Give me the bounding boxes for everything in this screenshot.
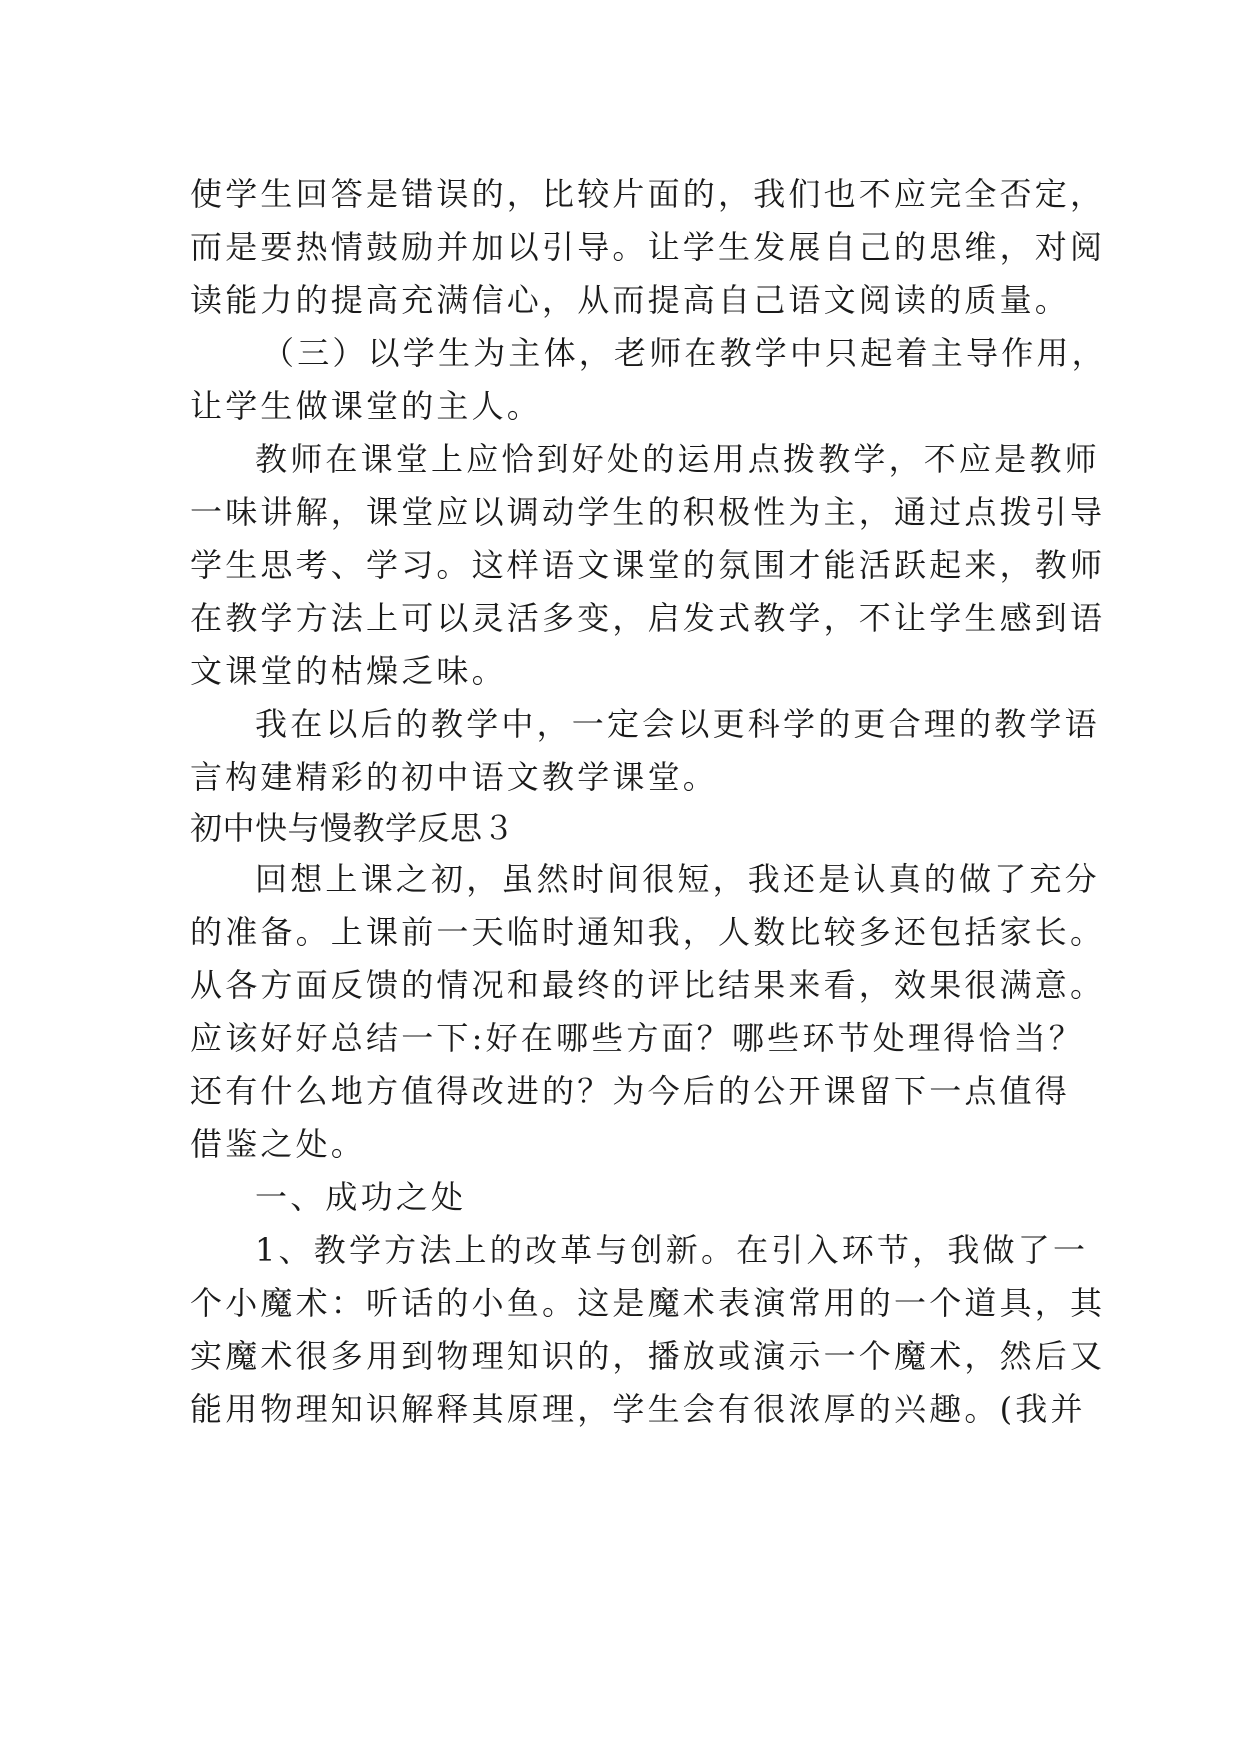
text-line: 回想上课之初，虽然时间很短，我还是认真的做了充分 xyxy=(255,860,1100,898)
text-line: 读能力的提高充满信心，从而提高自己语文阅读的质量。 xyxy=(190,281,1071,319)
text-line: 应该好好总结一下:好在哪些方面？哪些环节处理得恰当？ xyxy=(190,1019,1084,1057)
text-line: 我在以后的教学中，一定会以更科学的更合理的教学语 xyxy=(255,705,1100,743)
article-title: 初中快与慢教学反思３ xyxy=(190,809,516,847)
text-line: 实魔术很多用到物理知识的，播放或演示一个魔术，然后又 xyxy=(190,1337,1106,1375)
text-line: 在教学方法上可以灵活多变，启发式教学，不让学生感到语 xyxy=(190,599,1106,637)
text-line: 而是要热情鼓励并加以引导。让学生发展自己的思维，对阅 xyxy=(190,228,1106,266)
section-heading: （三）以学生为主体，老师在教学中只起着主导作用， xyxy=(262,334,1107,372)
text-line: 1、教学方法上的改革与创新。在引入环节，我做了一 xyxy=(255,1231,1089,1269)
text-line: 学生思考、学习。这样语文课堂的氛围才能活跃起来，教师 xyxy=(190,546,1106,584)
text-line: 使学生回答是错误的，比较片面的，我们也不应完全否定， xyxy=(190,175,1106,213)
text-line: 借鉴之处。 xyxy=(190,1125,367,1163)
text-line: 让学生做课堂的主人。 xyxy=(190,387,543,425)
text-line: 文课堂的枯燥乏味。 xyxy=(190,652,507,690)
text-line: 从各方面反馈的情况和最终的评比结果来看，效果很满意。 xyxy=(190,966,1106,1004)
text-line: 的准备。上课前一天临时通知我，人数比较多还包括家长。 xyxy=(190,913,1106,951)
text-line: 还有什么地方值得改进的？为今后的公开课留下一点值得 xyxy=(190,1072,1071,1110)
text-line: 教师在课堂上应恰到好处的运用点拨教学，不应是教师 xyxy=(255,440,1100,478)
text-line: 一味讲解，课堂应以调动学生的积极性为主，通过点拨引导 xyxy=(190,493,1106,531)
section-heading: 一、成功之处 xyxy=(255,1178,467,1216)
text-line: 个小魔术：听话的小鱼。这是魔术表演常用的一个道具，其 xyxy=(190,1284,1106,1322)
text-line: 能用物理知识解释其原理，学生会有很浓厚的兴趣。(我并 xyxy=(190,1390,1086,1428)
text-line: 言构建精彩的初中语文教学课堂。 xyxy=(190,758,719,796)
